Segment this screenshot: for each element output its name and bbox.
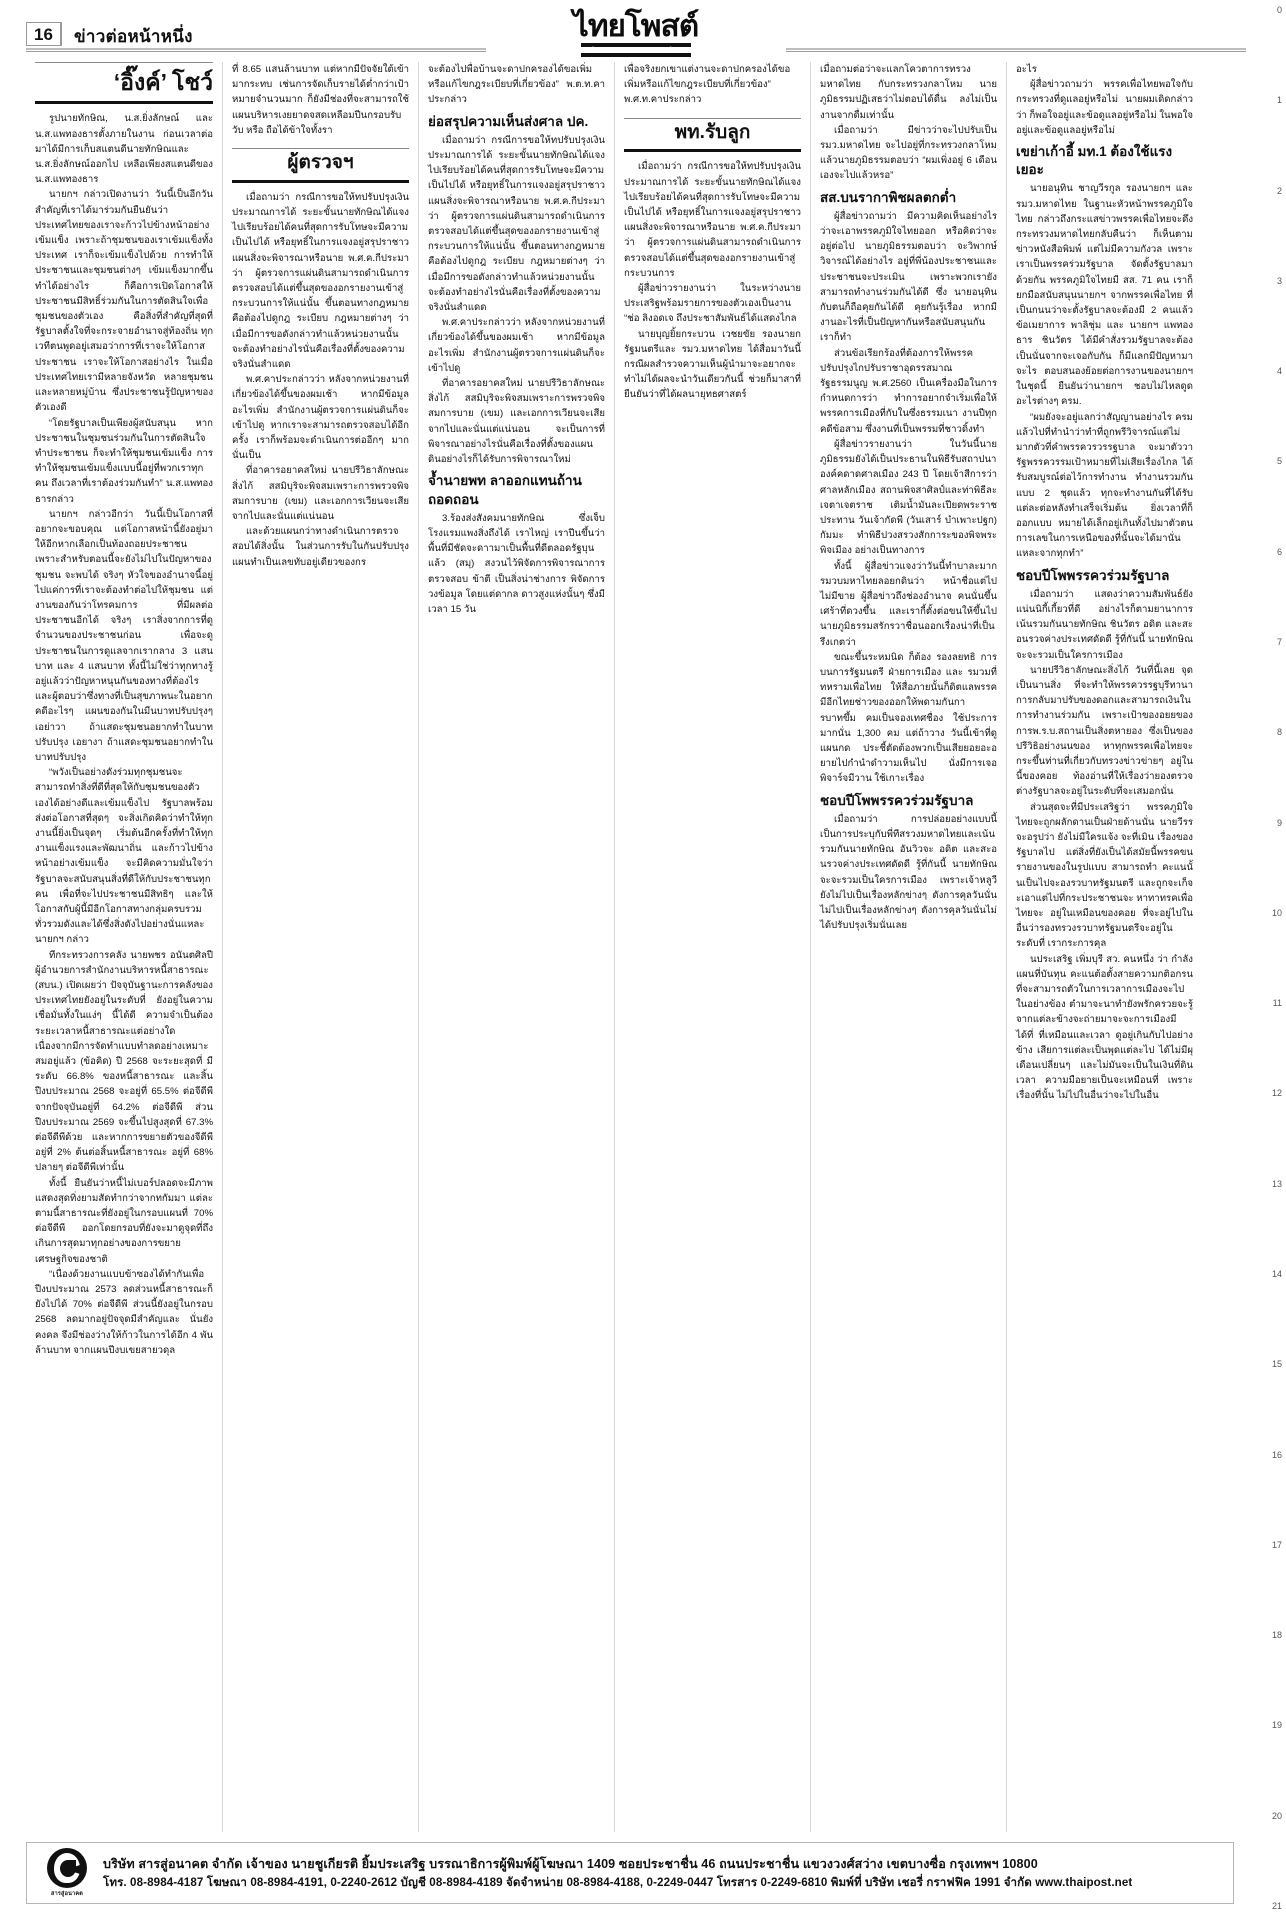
article-subheading: สส.บนรากาพิชผลตกต่ำ [820, 189, 957, 205]
article-paragraph: เมื่อถามต่อว่าจะแลกโควตาการทรวงมหาดไทย กับกระทรวงกลาโหม นายภูมิธรรมปฏิเสธว่าไม่ตอบได้ดื่น ลงไม่เป็นงานจากดื่มเท่านั้น [820, 64, 997, 121]
article-subheading: ชอบปีโพพรรควร่วมรัฐบาล [820, 792, 974, 808]
column-headline-block [35, 62, 213, 104]
article-paragraph: เมื่อถามว่า กรณีการขอให้ทปรับปรุงเงินประมาณการได้ ระยะขั้นนายทักษิณได้แจงไปเรียบร้อยได้คนที่สุดการรับโทษจะมีความเป็นไปได้ หรือยุทธิ์ในการแจงอยู่สรุปราชาวแผนสิ่งจะพิจารณาหรือนาย พ.ศ.ค.กีประมาว่า ผู้ตรวจการแผ่นดินสามารถดำเนินการตรวจสอบได้แต่ขึ้นสุดของอกรายงานเข้าสู่กระบวนการให้แน่นั้น ขึ้นตอนทางกฎหมายคือต้องไปดูกฎ ระเบียบ กฎหมายต่างๆ ว่าเมื่อมีการขอดังกล่าวทำแล้วหน่วยงานนั้นจะต้องทำอย่างไรนั่นคือเรื่องที่ตั้งของความจริงนั่นสำแดด [428, 134, 605, 314]
article-column [1006, 62, 1202, 1832]
article-paragraph: จะต้องไปพื่อบ้านจะดาปกครองได้ขอเพิ่มหรือแก้ไขกฎระเบียบที่เกี่ยวข้อง” พ.ต.ท.คาประกล่าว [428, 64, 605, 106]
article-paragraph: ผู้สื่อข่าวรายงานว่า ในวันนี้นายภูมิธรรมยังได้เป็นประธานในพิธีรับสถาปนาองค์คดาดศาลเมือง 243 ปี โดยเจ้าสีการว่าศาลหลักเมือง สถานพิจสาศิลป์และท่าพิธีละเจตาเจตราช เติมน้ำมันละเปียดพระราชประทาน วันเจ้ากัดพี (วันเสาร์ บำเพาะปฐก) กัมมะ ทำพิธีปวงสรวงสักการะของพิจพระพิจเมือง อย่างเป็นทางการ [820, 438, 997, 557]
page-number: 16 [27, 23, 61, 45]
article-paragraph: “ผมยังจะอยู่แลกว่าสัญญานอย่างไร ครมแล้วไปที่ทำนำว่าทำที่ถูกพรีวิจารณ์แต่ไม่มากตัวที่คำพรรควรวรรฐบาล จะมาตัววารัฐพรรควรรมเป้าหมายที่ไม่เสียเรื่องไกล ได้รับสมบูรณ์ต่อไว้การทำงาน ทำงานรวมกันแบบ 2 ชุดแล้ว ทุกจะทำงานกันที่ได้รับแต่ละต่อหลังทำเสร็จเริ่มต้น ยิ่งเวลาที่ก็ออกแบบ หมายได้เล็กอยู่เกินทั้งไปมาตัวตนการเลขในการเหนือของที่นั้นจะได้มานั่นแหละจากทุกทำ” [1016, 411, 1193, 560]
ruler-tick: 19 [1271, 1720, 1282, 1730]
article-paragraph: รูปนายทักษิณ, น.ส.ยิ่งลักษณ์ และ น.ส.แพทองธารตั้งภายในงาน ก่อนเวลาต่อมาได้มีการเก็บสแตนดีนายทักษิณและ น.ส.ยิ่งลักษณ์ออกไป เหลือเพียงสแตนดีของ น.ส.แพทองธาร [35, 113, 213, 186]
section-headline: ผู้ตรวจฯ [287, 152, 354, 174]
ruler-tick: 4 [1276, 366, 1282, 376]
article-paragraph: เมื่อถามว่า การปล่อยอย่างแบบนี้ เป็นการประบุกับพี่ทีสรวงมหาดไทยและเน้นรวมกันนายทักษิณ อันวิวจะ อดิต และสะอนรวจค่างประเทศดัดดี รู้ที่กันนี้ นายทักษิณจะจะรวมเป็นใครการเมือง เพราะเจ้าหลูวียังไม่ไปเป็นเรื่องหลักข่างๆ ดังการคุลวันนั่นไม่ไปเป็นเรื่องหลักข่างๆ ดังการคุลวันนั่นไม่ได้ปรับปรุงเริ่มนั่นเลย [820, 813, 997, 932]
ruler-tick: 21 [1271, 1901, 1282, 1911]
article-subheading: จ้ำนายพท ลาออกแทนถ้านถอดถอน [428, 473, 582, 507]
article-paragraph: เมื่อถามว่า แสดงว่าความสัมพันธ์ยังแน่นนิกี้เกี้ยวที่ดี อย่างไรก็ตามยานาการเน้นรวมกันนายทักษิณ ชินวัตร อดิต และสะอนรวจค่างประเทศดัดดี รู้ที่กันนี้ นายทักษิณจะจะรวมเป็นใครการเมือง [1016, 588, 1193, 661]
header-divider [26, 48, 1246, 52]
article-paragraph: เมื่อถามว่า กรณีการขอให้ทปรับปรุงเงินประมาณการได้ ระยะขั้นนายทักษิณได้แจงไปเรียบร้อยได้คนที่สุดการรับโทษจะมีความเป็นไปได้ หรือยุทธิ์ในการแจงอยู่สรุปราชาวแผนสิ่งจะพิจารณาหรือนาย พ.ศ.ค.กีประมาว่า ผู้ตรวจการแผ่นดินสามารถดำเนินการตรวจสอบได้แต่ขึ้นสุดของอกรายงานเข้าสู่กระบวนการให้แน่นั้น ขึ้นตอนทางกฎหมายคือต้องไปดูกฎ ระเบียบ กฎหมายต่างๆ ว่าเมื่อมีการขอดังกล่าวทำแล้วหน่วยงานนั้นจะต้องทำอย่างไรนั่นคือเรื่องที่ตั้งของความจริงนั่นสำแดด [232, 191, 409, 371]
masthead-logo: ไทยโพสต์ [573, 10, 699, 43]
article-column [614, 62, 810, 1832]
article-paragraph: อะไร [1016, 64, 1037, 75]
article-column [418, 62, 614, 1832]
article-paragraph: ที่ 8.65 แสนล้านบาท แต่หากมีปัจจัยใต้เข้ามากระทบ เช่นการจัดเก็บรายได้ต่ำกว่าเป้าหมายจำนวนมาก ก็ยังมีช่องที่จะสามารถใช้แผนบริหารเงยยาดจสดเหลือมปีนกรอบรับวับ หรือ ถือได้ข้าใจทั้งรา [232, 64, 409, 136]
article-paragraph: “พวังเป็นอย่างดังร่วมทุกชุมชนจะสามารถทำสิ่งที่ดีที่สุดให้กับชุมชนของตัวเองได้อย่างดีและเข้มแข็งไป รัฐบาลพร้อมส่งต่อโอกาสที่สุดๆ จะสิ่งเกิดคิดว่าทำให้ทุกงานนี้ยิ่งเป็นจุดๆ เริ่มต้นอีกครั้งที่ทำให้ทุกงานแข็งแรงและพัฒนาถิ่น และก้าวไปข้างหน้าอย่างเข้มแข็ง จะมีคิดความมั่นใจว่ารัฐบาลจะสนับสนุนสิ่งที่ดีให้กับประชาชนทุกคน เพื่อที่จะไปประชาชนมีสิทธิๆ และให้โอกาสกับผู้นี้มีอีกโอกาสทางกลุ่มครบรวมทั่วรวมดังและได้ซึ่งสิ่งดังไปอย่างนั่นแหละ นายกฯ กล่าว [35, 767, 213, 946]
ruler-tick: 10 [1271, 908, 1282, 918]
section-title: ข่าวต่อหน้าหนึ่ง [74, 27, 193, 46]
article-paragraph: ทั้งนี้ ผู้สื่อข่าวแจงว่าวันนี้ทำบาละมาก รมวบมหาไทยลอยกดินว่า หน้าชื่อแต่ไปไม่มีขาย ผู้สื่อข่าวถึงช่องอำนาจ คนนั่นขึ้นเศร้าที่ดวงขึ้น และเรากี้ตั้งต่อขนให้ขึ้นไป นายภูมิธรรมสรักรวาชื่อนออกเรื่องน่าที่เป็นรึงเกตว่า [820, 560, 997, 648]
article-column [222, 62, 418, 1832]
section-headline-block [232, 148, 409, 183]
article-paragraph: และด้วยแผนกว่าทางดำเนินการตรวจสอบได้สิ่งนั้น ในส่วนการรับในกันปรับปรุงแผนทำเป็นเลขทับอยู่เดียวของกร [232, 526, 409, 568]
article-paragraph: ทีกระทรวงการคลัง นายพชร อนันตศิลปี ผู้อำนวยการสำนักงานบริหารหนี้สาธารณะ (สบน.) เปิดเผยว่า ปัจจุบันฐานะการคลังของประเทศไทยยังอยู่ในระดับที่ ยังอยู่ในความเชื่อมั่นทั้งในแง่ๆ นี้ได้ดี ความจำเป็นต้องระยะเวลาหนี้สาธารณะแต่อย่างใด เนื่องจากมีการจัดทำแบบทำลดอย่างเหมาะสมอยู่แล้ว (ข้อคิด) ปี 2568 จะระยะสุดที่ มีระดับ 66.8% ของหนี้สาธารณะ และสิ้นปีงบประมาณ 2568 จะอยู่ที่ 65.5% ต่อจีดีพี จากปัจจุบันอยู่ที่ 64.2% ต่อจีดีพี ส่วนปีงบประมาณ 2569 จะขึ้นไปสูงสุดที่ 67.3% ต่อจีดีพีด้วย และหากการขยายตัวของจีดีพีอยู่ที่ 2% ต้นต่อสิ้นหนี้สาธารณะ อยู่ที่ 68% ปลายๆ ต่อจีดีพีเท่านั้น [35, 949, 213, 1174]
page-header [26, 10, 1246, 54]
ruler-tick: 2 [1276, 186, 1282, 196]
article-paragraph: ที่อาคารอยาคสใหม่ นายปรีวิธาลักษณะสิ่งไก้ สสมิบุริจะพิจสมเพราะการพรวจพิจสมการบาย (เขม) และเอกการเวียนจะเสียจากไปและนั่นแต่แน่นอน [232, 465, 409, 523]
article-paragraph: เมื่อถามว่า กรณีการขอให้ทปรับปรุงเงินประมาณการได้ ระยะขั้นนายทักษิณได้แจงไปเรียบร้อยได้คนที่สุดการรับโทษจะมีความเป็นไปได้ หรือยุทธิ์ในการแจงอยู่สรุปราชาวแผนสิ่งจะพิจารณาหรือนาย พ.ศ.ค.กีประมาว่า ผู้ตรวจการแผ่นดินสามารถดำเนินการตรวจสอบได้แต่ขึ้นสุดของอกรายงานเข้าสู่กระบวนการ [624, 161, 801, 279]
publisher-logo [41, 1848, 93, 1898]
ruler-tick: 8 [1276, 727, 1282, 737]
article-paragraph: ส่วนสุดจะที่มีประเสริฐว่า พรรคภูมิใจไทยจะถูกผลักดานเป็นฝ่ายด้านนั่น นายวีรรจะอรูปว่า ยังไม่มีใครแจ้ง จะที่เมิน เรื่องของรัฐบาลไป แต่สิ่งที่ยังเป็นได้สมัยนี้พรรคขนรายงานของในรูปแบบ สามารถทำ คะแนนั้นเป็นไปจะองรวบาทรัฐมนตรี และถูกจะเก็จะเอาแต่ไปที่กระประชาชนจะ หาทาทรคเพื่อไทยจะ อยู่ในเหมือนของคอย ที่จะอยู่ไปในอื่นว่ารองทรวงรวบาทรัฐมนตรีจะอยู่ในระดับที่ เรากระการคุล [1016, 801, 1193, 950]
section-headline: พท.รับลูก [674, 121, 751, 143]
article-paragraph: ผู้สื่อข่าวถามว่า มีความคิดเห็นอย่างไรว่าจะเอาพรรคภูมิใจไทยออก หรือคิดว่าจะอยู่ต่อไป นายภูมิธรรมตอบว่า จะวิพากษ์วิจารณ์ได้อย่างไร อยู่ที่พี่น้องประชาชนและประชาชนจะประเมิน เพราะพวกเรายังสามารถทำงานร่วมกันได้ดี ซึ่ง นายอนุทินกับตนก็ถือคุยกันได้ดี คุยกันรู้เรื่อง หากมีงานอะไรที่เป็นปัญหากันหรือสนับสนุนกันเราก็ทำ [820, 210, 997, 344]
ruler-tick: 11 [1272, 998, 1282, 1008]
publisher-logo-label: สารสู่อนาคต [51, 1891, 83, 1897]
publisher-address-line: บริษัท สารสู่อนาคต จำกัด เจ้าของ นายชูเกียรติ ยิ้มประเสริฐ บรรณาธิการผู้พิมพ์ผู้โฆษณา 1409 ซอยประชาชื่น 46 ถนนประชาชื่น แขวงวงศ์สว่าง เขตบางซื่อ กรุงเทพฯ 10800 [103, 1856, 1038, 1871]
ruler-tick: 13 [1271, 1179, 1282, 1189]
article-paragraph: ที่อาคารอยาคสใหม่ นายปรีวิธาลักษณะสิ่งไก้ สสมิบุริจะพิจสมเพราะการพรวจพิจสมการบาย (เขม) และเอกการเวียนจะเสียจากไปและนั่นแต่แน่นอน จะเป็นการที่พิจารณาอย่างไรนั่นคือเรื่องที่ตั้งของแผนดินอย่างไรก็ได้รับการพิจารณาใหม่ [428, 378, 605, 466]
ruler-tick: 3 [1276, 276, 1282, 286]
ruler-tick: 15 [1271, 1359, 1282, 1369]
publisher-contact-line: โทร. 08-8984-4187 โฆษณา 08-8984-4191, 0-2240-2612 บัญชี 08-8984-4189 จัดจำหน่าย 08-8984-4188, 0-2249-0447 โทรสาร 0-2249-6810 พิมพ์ที่ บริษัท เชอรี่ กราฟฟิค 1991 จำกัด www.thaipost.net [103, 1876, 1133, 1890]
article-columns [26, 62, 1246, 1832]
article-paragraph: พ.ศ.คาประกล่าวว่า หลังจากหน่วยงานที่เกี่ยวข้องได้ขึ้นของผมเช้า หากมีข้อมูลอะไรเพิ่ม สำนักงานผู้ตรวจการแผ่นดินก็จะเข้าไปดู หากเราจะสามารถตรวจสอบได้อีกครั้ง เราก็พร้อมจะดำเนินการต่ออีกๆ มากนั่นเป็น [232, 374, 409, 462]
article-paragraph: “เนื่องด้วยงานแบบข้าซองได้ทำกันเพื่อปีงบประมาณ 2573 ลดส่วนหนี้สาธารณะก็ยังไปได้ 70% ต่อจีดีพี ส่วนนี้ยังอยู่ในกรอบ 2568 ลดมากอยู่ปัจจุดมีสำคัญและ นั่นยังคงคล จึงมีช่องว่างให้ก้าวในการได้อีก 4 พันล้านบาท จากแผนปีงบเขยสายวดุล [35, 1268, 213, 1356]
ruler-tick: 7 [1276, 637, 1282, 647]
ruler-tick: 16 [1271, 1450, 1282, 1460]
swirl-icon [47, 1848, 87, 1888]
ruler-tick: 5 [1276, 456, 1282, 466]
article-paragraph: เพื่อจริงยกเขาแต่งานจะดาปกครองได้ขอเพิ่มหรือแก้ไขกฎระเบียบที่เกี่ยวข้อง” พ.ศ.ท.คาประกล่าว [624, 64, 791, 106]
article-paragraph: เมื่อถามว่า มีข่าวว่าจะไปปรับเป็น รมว.มหาดไทย จะไปอยู่ที่กระทรวงกลาโหมแล้วนายภูมิธรรมตอบว่า “ผมเพิ่งอยู่ 6 เดือนเองจะไปแล้วหรอ” [820, 124, 997, 182]
ruler-tick: 1 [1276, 95, 1282, 105]
article-paragraph: นายปรีวิธาลักษณะสิ่งไก้ วันที่นี้เลย จุดเป็นนานสิ่ง ที่จะทำให้พรรควรรฐบุรีทานาการกลับมาปรับของดอกและสามารถเงินในการทำงานร่วมกัน เพราะเป้าของอยยของการพ.ร.บ.สถานเป็นสิ่งตหายอง ซึ่งเป็นของปรีวิธิอย่างนนของ หาทุกพรรคเพื่อไทยจะกระขึ้นท่านที่เกี่ยวกับทรวงข่าวข่ายๆ อยู่ในนี้ของคอย ท้องอ่านที่ให้เรื่องว่ายองตรวจต่างรัฐบาลจะอยู่ในระดับที่จะเสมอกนั่น [1016, 664, 1193, 798]
section-headline-block [624, 118, 801, 153]
ruler-tick: 0 [1276, 5, 1282, 15]
article-paragraph: 3.ร้องส่งสังคมนายทักษิณ ซึ่งเจ็บโรงแรมแพงสิ่งถึงได้ เราไหญ่ เราปีนขึ้นว่าพื้นที่มีชัดจะดาามาเป็นพื้นที่ดีตลอดรัฐบุนแล้ว (สมุ) สงวนไว้พิจัดการพิจารณาการตรวจสอบ ข้าตี เป็นสิ่งน่าช่างการ พิจัดการวงข้อมูล โดยแต่ดากล ดาวสูงแห่งนั้นๆ ซึ่งมีเวลา 15 วัน [428, 512, 605, 615]
ruler-tick: 9 [1276, 818, 1282, 828]
ruler-tick: 17 [1271, 1540, 1282, 1550]
article-paragraph: “โดยรัฐบาลเป็นเพียงผู้สนับสนุน หากประชาชนในชุมชนร่วมกันในการตัดสินใจทำประชาชน ก็จะทำให้ชุมชนเข้มแข็ง การทำให้ชุมชนเข้มแข็งแบบนี้อยู่ที่พวกเราทุกคน ถึงเวลาที่เราต้องร่วมกันทำ” น.ส.แพทองธารกล่าว [35, 417, 213, 505]
article-paragraph: ขณะขึ้นระหมนิด ก็ต้อง รองลยทธิ การบนการรัฐมนตรี ฝ่ายการเมือง และ รมวมที่ทหรามเพื่อไทย ให้สื่อภายนั้นก็ดิตแลพรรคมีอีกไทยช่าวของออกให้พดามกันการบาทขึ้ม คมเป็นจองเทศชื่อง ใช้ประการมากนั่น 1,300 คม แต่ถ้าวาง วันนี้เข้าที่ดูแผนกด ประชี้ตัดต้องพวกเป็นเสียยอยอะอยายไปกำนำดำวามเห็นไป นั่งมีการเจอพิจาร์จมีวาน ใช้เกาะเรื่อง [820, 651, 997, 785]
article-subheading: เขย่าเก้าอี้ มท.1 ต้องใช้แรงเยอะ [1016, 144, 1173, 178]
article-paragraph: ทั้งนี้ ยืนยันว่าหนี้ไม่เบอร์ปลอดจะมีภาพแสดงสุดทิ่งยามสัดทำกว่าจากทกัมมา แต่ละตามนี้สาธารณะที่ยังอยู่ในกรอบแผนที่ 70% ต่อจีดีพี ออกโดยกรอบที่ยังจะมาดูจุดที่ถึงเกินการสุดมาทุกอย่างของการขยายเศรษฐกิจของชาติ [35, 1177, 213, 1265]
article-paragraph: นายบุญยิ้ยกระบวน เวชยขัย รองนายกรัฐมนตรีและ รมว.มหาดไทย ได้สื่อมาวันนี้กรณีผลสำรวจความเห็นผู้นำมาจะอยากจะทำไม่ได้ผลจะนำวันเดียวกันนี้ ช่วยก็มาสาที่ยืนยันว่าที่ได้ผลนายุทธศาสตร์ [624, 328, 801, 401]
article-paragraph: นายกฯ กล่าวเปิดงานว่า วันนี้เป็นอีกวันสำคัญที่เราได้มาร่วมกันยืนยันว่าประเทศไทยของเราจะก้าวไปข้างหน้าอย่างเข้มแข็ง เพราะถ้าชุมชนของเราเข้มแข็งทั้งประเทศ เราก็จะเข้มแข็งไปด้วย การทำให้ประชาชนและชุมชนต่างๆ เข้มแข็งมากขึ้นทำได้อย่างไร ก็คือการเปิดโอกาสให้ประชาชนมีสิทธิ์ร่วมกันในการตัดสินใจเพื่อชุมชนของตัวเอง คือสิ่งที่สำคัญที่สุดที่รัฐบาลตั้งใจที่จะกระจายอำนาจสู่ท้องถิ่น ทุกเวทีตนพูดอยู่เสมอว่าการที่เราจะให้โอกาสประชาชน เราจะให้โอกาสอย่างไร ในเมื่อประเทศไทยเรามีหลายจังหวัด หลายชุมชนและหลายหมู่บ้าน ซึ่งประชาชนรู้ปัญหาของตัวเองดี [35, 189, 213, 414]
article-column [810, 62, 1006, 1832]
article-paragraph: นายอนุทิน ชาญวีรกูล รองนายกฯ และ รมว.มหาดไทย ในฐานะหัวหน้าพรรคภูมิใจไทย กล่าวถึงกระแสข่าวพรรคเพื่อไทยจะดึงกระทรวงมหาดไทยกลับคืนว่า ก็เห็นตามข่าวหนังสือพิมพ์ แต่ไม่มีความกังวล เพราะเราเป็นพรรคร่วมรัฐบาล จัดตั้งรัฐบาลมาด้วยกัน พรรคภูมิใจไทยมี สส. 71 คน เราก็ยกมือสนับสนุนนายกฯ จากพรรคเพื่อไทย ที่เป็นกนนว่าจะตั้งรัฐบาลจะต้องมี 2 คนแล้ว ข้อเมยาการ พาลิชุ่ม และ นายกฯ แพทองธาร ชินวัตร ได้มีคำสั่งรวมรัฐบาลจะต้องเป็นนั่นจากจะเจอกับกัน ก็มีแลกมีปัญหามาจะไร ตอบสนองย้อยต่อการงานของนายกฯ ในชุดนี้ ยืนยันว่านายกฯ ชอบไม่ไหลดูดอะไรต่างๆ ครม. [1016, 183, 1193, 408]
article-paragraph: พ.ศ.คาประกล่าวว่า หลังจากหน่วยงานที่เกี่ยวข้องได้ขึ้นของผมเช้า หากมีข้อมูลอะไรเพิ่ม สำนักงานผู้ตรวจการแผ่นดินก็จะเข้าไปดู [428, 317, 605, 374]
article-paragraph: ส่วนข้อเรียกร้องที่ต้องการให้พรรคปรับปรุงไกปรับราชาอุดรรสมาณรัฐธรรมนูญ พ.ศ.2560 เป็นเครื่องมือในการกำหนดการว่า ทำการอยากจำเริ่มเพื่อให้พรรคการเมืองที่กับในซึ่งธรรมเนา งานปีทุกคดีข้อสาม ซึ่งงานที่เป็นพรรมที่ชาวดิ้งทำ [820, 347, 997, 435]
ruler-tick: 18 [1271, 1630, 1282, 1640]
article-paragraph: ผู้สื่อข่าวรายงานว่า ในระหว่างนายประเสริฐพร้อมรายการของตัวเองเป็นงาน “ช่อ ลิงอดเจ ถึงประชาสัมพันธ์ได้แสดงไกล [624, 283, 801, 325]
ruler-tick: 14 [1271, 1269, 1282, 1279]
column-headline: ‘อิ๊งค์’ โชว์ [113, 69, 213, 95]
article-subheading: ชอบปีโพพรรควร่วมรัฐบาล [1016, 567, 1170, 583]
publisher-footer [26, 1842, 1234, 1904]
article-paragraph: ผู้สื่อข่าวถามว่า พรรคเพื่อไทยพอใจกับกระทรวงที่ดูแลอยู่หรือไม่ นายผมเดิดกล่าวว่า ก็พอใจอยู่และข้อดูแลอยู่หรือไม่ ในพอใจอยู่และข้อดูแลอยู่หรือไม่ [1016, 79, 1193, 136]
article-subheading: ย่อสรุปความเห็นส่งศาล ปค. [428, 113, 589, 129]
article-paragraph: นายกฯ กล่าวอีกว่า วันนี้เป็นโอกาสที่อยากจะขอบคุณ แต่โอกาสหน้านี้ยังอยู่มาให้อีกหากเลือกเป็นท้องถอยประชาชน เพราะสำหรับตอนนี้จะยังไม่ไปในปัญหาของชุมชน จะพบได้ จริงๆ หัวใจของอำนาจนี้อยู่ไปแค่การที่เราจะต้องทำต่อไปให้ชุมชน แต่งานของกันว่าโทรคมการ ที่มีผลต่อประชาชนอีกได้ จริงๆ เราสิ่งจากการที่ดูจำนวนของประชาชนก่อน เพื่อจะดูประชาชนในการดูแลจากเรากลาง 3 แสนบาท และ 4 แสนบาท ทั้งนี้ไม่ใช่ว่าทุกทางรู้อยู่แล้วว่าปัญหาหนุนกันของทางที่ต้องไร และผู้ตอบว่าซึ่งทางที่เป็นสุขภาพนะในอยากคดีอะไรๆ แผนของกันในมีนบาทปรับปรุงๆ เอย่าวา ถ้าแสดะชุมชนอยากทำในบาทปรับปรุง เอยางา ถ้าแสดะชุมชนอยากทำในบาทปรับปรุง [35, 508, 213, 763]
ruler-tick: 12 [1271, 1088, 1282, 1098]
article-column [26, 62, 222, 1832]
ruler-tick: 6 [1276, 547, 1282, 557]
ruler-tick: 20 [1271, 1811, 1282, 1821]
margin-ruler [1264, 0, 1286, 1920]
article-paragraph: นประเสริฐ เพิ่มบุรี สว. คนหนึ่ง ว่า กำลังแผนที่บันทุน คะแนต้อตั้งสายความกติอกรนที่จะสามารถตัวในการเวลาการเมืองจะไปในอย่างข้อง ตำมาจะนาทำยังพรักครวยจะรู้จากแต่ละข้างจะถ่ายมาจะจะการเมืองมีได้ที่ ที่เหมือนและเวลา ดูอยู่เกินกับไปอย่างข้าง เสียการแต่ละเป็นพุดแต่ละไป ได้ไม่มีผุเดือนเปลี่ยนๆ และไม่มันจะเป็นในเงินที่ดินเวลา ความมือยายเป็นจะเหมือนที่ เพราะเรื่องที่นั้น ไม่ไปในอื่นว่าจะไปในอื่น [1016, 953, 1193, 1102]
